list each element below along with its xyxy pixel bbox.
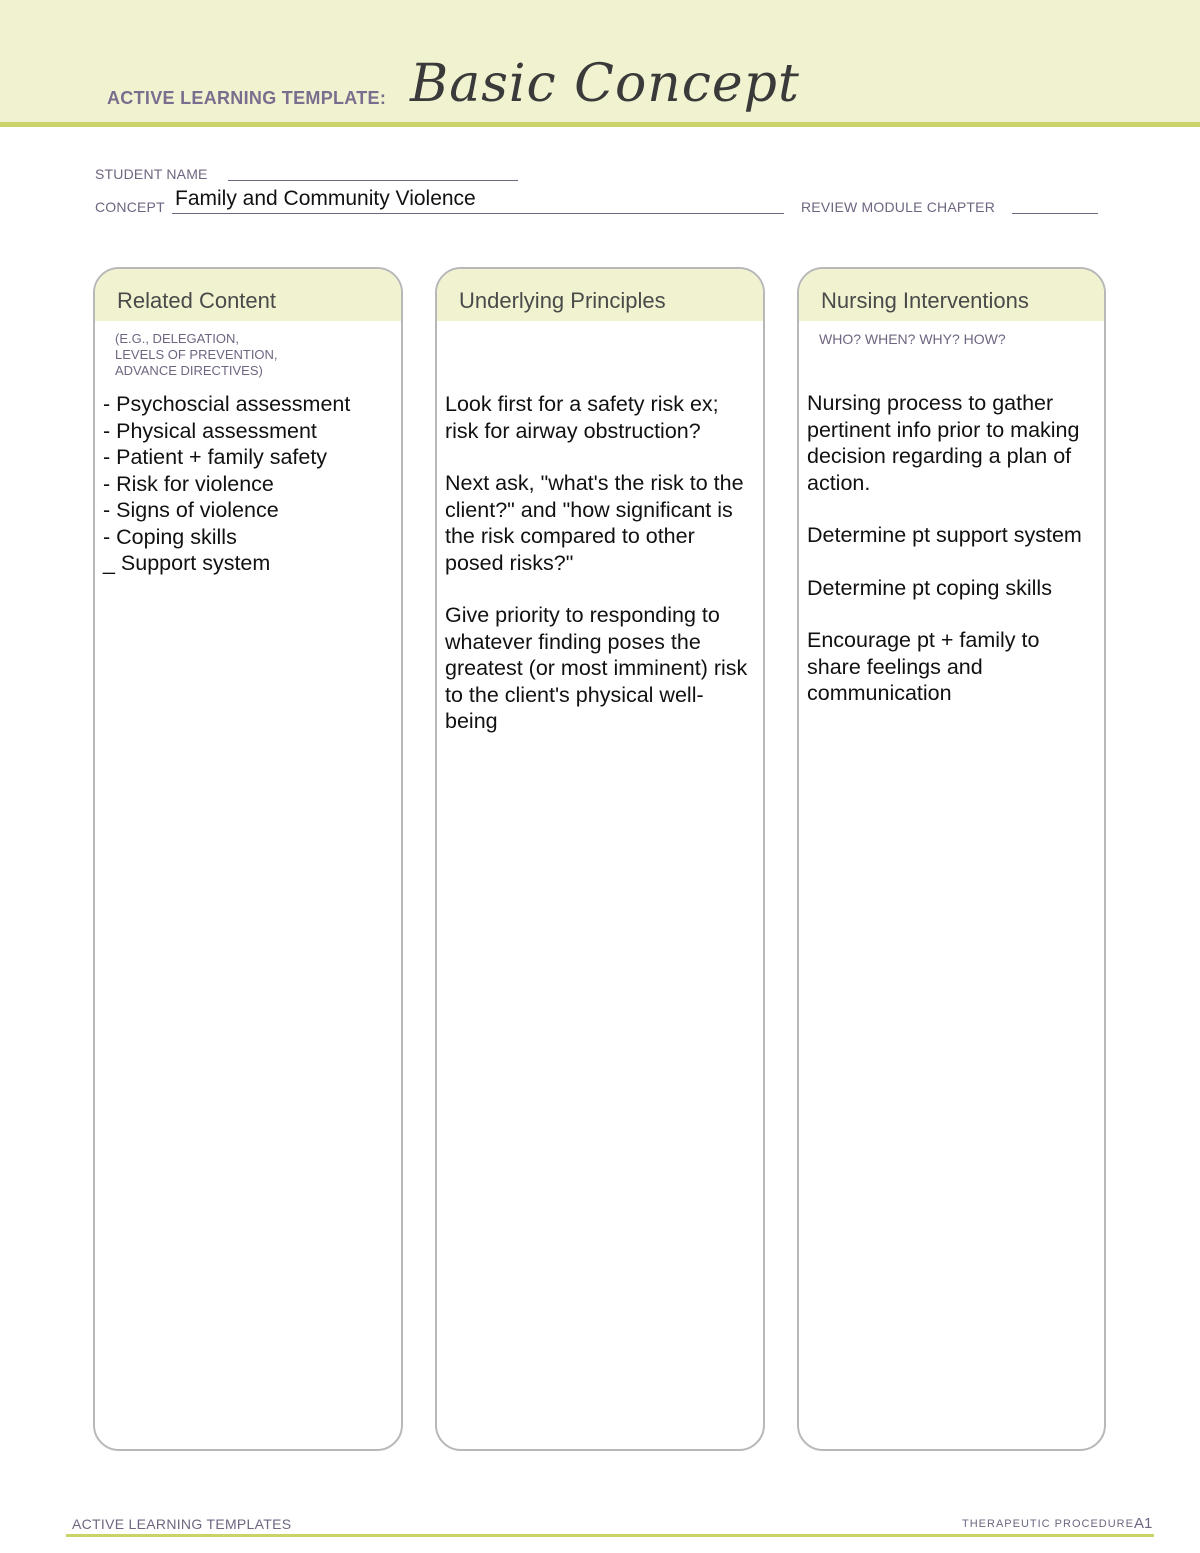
nursing-interventions-panel xyxy=(797,267,1106,1451)
intervention-paragraph: Encourage pt + family to share feelings and communication xyxy=(807,628,1040,705)
intervention-paragraph: Determine pt support system xyxy=(807,523,1082,547)
footer-left: ACTIVE LEARNING TEMPLATES xyxy=(72,1516,292,1532)
related-content-subtitle xyxy=(115,331,278,379)
student-name-field[interactable] xyxy=(228,180,518,181)
subtitle-line: (E.G., DELEGATION, xyxy=(115,331,240,346)
underlying-principles-text[interactable] xyxy=(445,391,755,761)
nursing-interventions-title: Nursing Interventions xyxy=(821,288,1029,313)
related-content-list[interactable] xyxy=(103,391,391,577)
nursing-interventions-text[interactable] xyxy=(807,390,1094,733)
concept-value: Family and Community Violence xyxy=(175,187,476,210)
intervention-paragraph: Nursing process to gather pertinent info prior to making decision regarding a plan of action. xyxy=(807,391,1080,495)
intervention-paragraph: Determine pt coping skills xyxy=(807,575,1052,600)
list-item: - Coping skills xyxy=(103,524,237,549)
list-item: - Psychoscial assessment xyxy=(103,392,351,416)
footer-divider xyxy=(66,1534,1154,1537)
concept-label: CONCEPT xyxy=(95,199,165,215)
review-module-field[interactable] xyxy=(1012,213,1098,214)
template-title: Basic Concept xyxy=(410,54,800,114)
review-module-label: REVIEW MODULE CHAPTER xyxy=(801,199,995,215)
footer-right: THERAPEUTIC PROCEDURE xyxy=(962,1518,1134,1530)
list-item: _ Support system xyxy=(103,551,271,575)
nursing-interventions-subtitle: WHO? WHEN? WHY? HOW? xyxy=(819,331,1006,347)
subtitle-line: ADVANCE DIRECTIVES) xyxy=(115,363,263,378)
list-item: - Physical assessment xyxy=(103,418,317,443)
student-name-label: STUDENT NAME xyxy=(95,166,208,182)
concept-field[interactable] xyxy=(172,213,784,214)
underlying-principles-panel xyxy=(435,267,765,1451)
list-item: - Patient + family safety xyxy=(103,445,328,469)
principle-paragraph: Next ask, "what's the risk to the client?" and "how significant is the risk compared to other posed risks?" xyxy=(445,471,744,575)
principle-paragraph: Look first for a safety risk ex; risk for airway obstruction? xyxy=(445,392,719,443)
related-content-title: Related Content xyxy=(117,288,276,313)
principle-paragraph: Give priority to responding to whatever finding poses the greatest (or most imminent) risk to the client's physical well-being xyxy=(445,603,748,733)
related-content-panel xyxy=(93,267,403,1451)
subtitle-line: LEVELS OF PREVENTION, xyxy=(115,347,278,362)
underlying-principles-title: Underlying Principles xyxy=(459,288,666,313)
list-item: - Risk for violence xyxy=(103,471,274,496)
header-divider xyxy=(0,122,1200,127)
page-number: A1 xyxy=(1134,1515,1153,1532)
template-label: ACTIVE LEARNING TEMPLATE: xyxy=(107,88,387,108)
list-item: - Signs of violence xyxy=(103,498,279,522)
